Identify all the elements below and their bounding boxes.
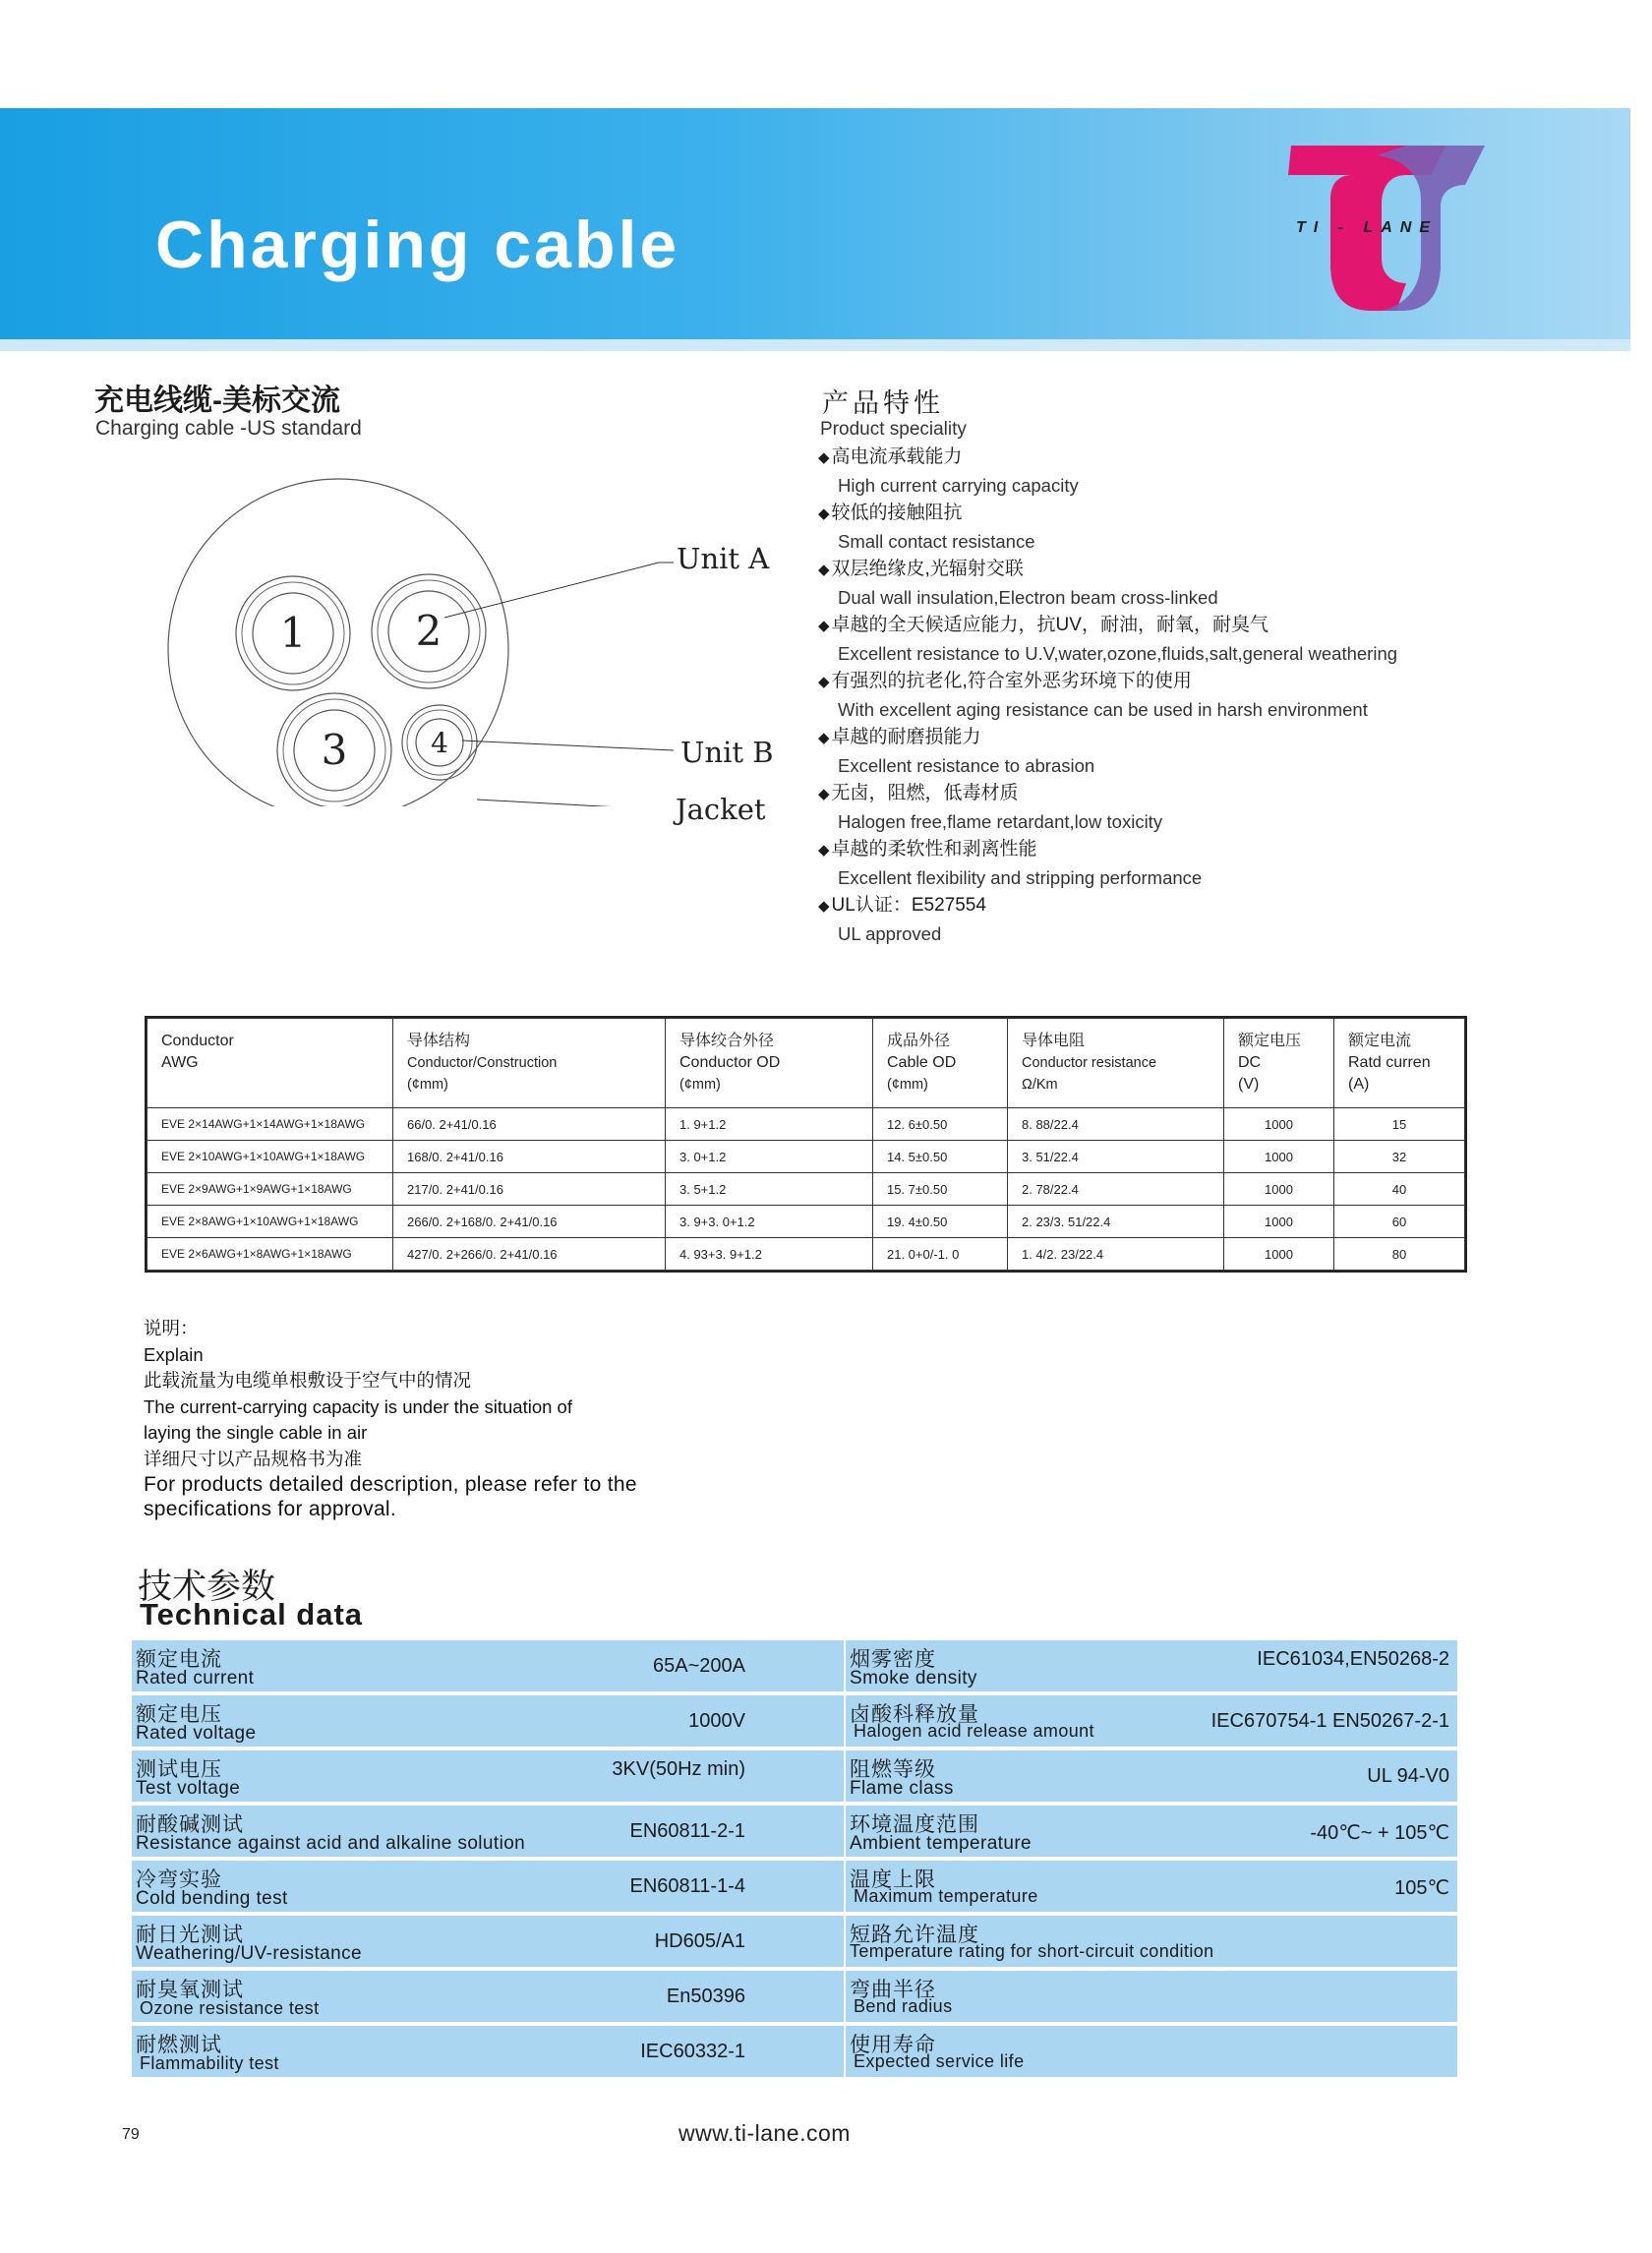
explain-line: 说明： <box>144 1318 199 1338</box>
feature-cn: ◆ 较低的接触阻抗 <box>818 503 963 523</box>
feature-cn: ◆ 双层绝缘皮,光辐射交联 <box>818 559 1024 579</box>
tech-cell-left: 测试电压 Test voltage 3KV(50Hz min) <box>136 1758 745 1799</box>
header-cell: 额定电流 Ratd curren (A) <box>1334 1019 1465 1108</box>
table-cell: 1000 <box>1224 1108 1334 1141</box>
tech-cell-right: 短路允许温度 Temperature rating for short-circuit condition <box>850 1924 1214 1961</box>
table-cell: 15 <box>1334 1108 1465 1141</box>
feature-en: UL approved <box>838 923 942 944</box>
feature-cn: ◆ 无卤，阻燃，低毒材质 <box>818 783 1019 803</box>
feature-en: With excellent aging resistance can be used in harsh environment <box>838 699 1368 720</box>
header-cell: Conductor AWG <box>148 1019 393 1108</box>
feature-en: Excellent resistance to U.V,water,ozone,fluids,salt,general weathering <box>838 643 1398 664</box>
tech-cell-right: 阻燃等级 Flame class UL 94-V0 <box>850 1758 1449 1799</box>
diamond-bullet-icon: ◆ <box>818 562 830 578</box>
tech-row <box>132 1971 1457 2022</box>
table-cell: EVE 2×9AWG+1×9AWG+1×18AWG <box>148 1173 393 1206</box>
tech-cell-left: 耐臭氧测试 Ozone resistance test En50396 <box>136 1979 745 2018</box>
diamond-bullet-icon: ◆ <box>818 674 830 690</box>
tech-cell-right: 环境温度范围 Ambient temperature -40℃~ + 105℃ <box>850 1813 1449 1854</box>
tech-row <box>132 1695 1457 1747</box>
leader-unit-a <box>444 563 659 618</box>
tech-cell-left: 耐燃测试 Flammability test IEC60332-1 <box>136 2034 745 2073</box>
header-cell: 导体电阻 Conductor resistance Ω/Km <box>1008 1019 1224 1108</box>
header-banner-edge <box>0 339 1630 351</box>
table-cell: 3. 51/22.4 <box>1008 1141 1224 1173</box>
table-cell: 3. 9+3. 0+1.2 <box>666 1206 873 1238</box>
diamond-bullet-icon: ◆ <box>818 730 830 746</box>
explain-line: The current-carrying capacity is under the situation of <box>144 1395 572 1417</box>
table-cell: 2. 78/22.4 <box>1008 1173 1224 1206</box>
table-cell: 80 <box>1334 1238 1465 1271</box>
table-cell: 3. 5+1.2 <box>666 1173 873 1206</box>
diamond-bullet-icon: ◆ <box>818 898 830 915</box>
technical-title-cn: 技术参数 <box>138 1568 276 1606</box>
core-4 <box>402 705 477 780</box>
product-title-en: Charging cable -US standard <box>95 417 362 440</box>
feature-cn: ◆ 高电流承载能力 <box>818 446 963 467</box>
brand-text: TI - LANE <box>1296 219 1438 236</box>
table-row <box>148 1206 1465 1238</box>
diamond-bullet-icon: ◆ <box>818 449 830 466</box>
table-cell: 1. 4/2. 23/22.4 <box>1008 1238 1224 1271</box>
core-label-4: 4 <box>431 727 448 759</box>
tech-row <box>132 1861 1457 1912</box>
feature-en: Excellent flexibility and stripping performance <box>838 867 1203 888</box>
label-jacket: Jacket <box>676 793 766 826</box>
tech-row <box>132 2026 1457 2077</box>
core-3 <box>277 693 391 806</box>
leader-unit-b <box>462 741 674 750</box>
tech-cell-right: 卤酸科释放量 Halogen acid release amount IEC670754-1 EN50267-2-1 <box>850 1703 1449 1741</box>
table-cell: EVE 2×6AWG+1×8AWG+1×18AWG <box>148 1238 393 1271</box>
technical-title-en: Technical data <box>140 1597 364 1631</box>
explain-line: 详细尺寸以产品规格书为准 <box>144 1448 363 1469</box>
table-cell: EVE 2×14AWG+1×14AWG+1×18AWG <box>148 1108 393 1141</box>
feature-en: Halogen free,flame retardant,low toxicity <box>838 811 1163 832</box>
feature-en: Dual wall insulation,Electron beam cross-linked <box>838 587 1218 608</box>
product-title-cn: 充电线缆-美标交流 <box>94 385 340 417</box>
technical-data-table <box>132 1640 1457 2081</box>
diamond-bullet-icon: ◆ <box>818 842 830 859</box>
table-cell: 4. 93+3. 9+1.2 <box>666 1238 873 1271</box>
table-cell: 3. 0+1.2 <box>666 1141 873 1173</box>
table-cell: 12. 6±0.50 <box>873 1108 1008 1141</box>
explain-line: laying the single cable in air <box>144 1422 368 1443</box>
spec-header-row <box>148 1019 1465 1108</box>
tech-row <box>132 1916 1457 1967</box>
table-cell: 32 <box>1334 1141 1465 1173</box>
table-cell: 14. 5±0.50 <box>873 1141 1008 1173</box>
table-row <box>148 1108 1465 1141</box>
table-row <box>148 1238 1465 1271</box>
table-row <box>148 1173 1465 1206</box>
feature-cn: ◆ 有强烈的抗老化,符合室外恶劣环境下的使用 <box>818 671 1192 691</box>
table-cell: 1000 <box>1224 1238 1334 1271</box>
tech-cell-right: 使用寿命 Expected service life <box>850 2034 1025 2071</box>
table-cell: 2. 23/3. 51/22.4 <box>1008 1206 1224 1238</box>
table-cell: 1. 9+1.2 <box>666 1108 873 1141</box>
explain-notes <box>144 1316 753 1521</box>
core-1 <box>236 576 350 690</box>
tech-cell-right: 弯曲半径 Bend radius <box>850 1979 953 2016</box>
table-cell: 217/0. 2+41/0.16 <box>393 1173 666 1206</box>
diamond-bullet-icon: ◆ <box>818 505 830 522</box>
header-cell: 导体绞合外径 Conductor OD (¢mm) <box>666 1019 873 1108</box>
table-cell: 168/0. 2+41/0.16 <box>393 1141 666 1173</box>
table-cell: 66/0. 2+41/0.16 <box>393 1108 666 1141</box>
header-cell: 成品外径 Cable OD (¢mm) <box>873 1019 1008 1108</box>
cable-cross-section-diagram <box>138 462 826 806</box>
header-cell: 导体结构 Conductor/Construction (¢mm) <box>393 1019 666 1108</box>
feature-cn: ◆ 卓越的柔软性和剥离性能 <box>818 839 1037 860</box>
label-unit-b: Unit B <box>680 736 774 769</box>
tech-cell-right: 烟雾密度 Smoke density IEC61034,EN50268-2 <box>850 1648 1449 1689</box>
table-cell: 1000 <box>1224 1206 1334 1238</box>
explain-line: For products detailed description, please refer to the <box>144 1473 637 1496</box>
tech-cell-left: 冷弯实验 Cold bending test EN60811-1-4 <box>136 1868 745 1909</box>
tech-row <box>132 1750 1457 1802</box>
speciality-title-en: Product speciality <box>820 419 967 440</box>
feature-en: High current carrying capacity <box>838 475 1079 496</box>
feature-cn: ◆ 卓越的耐磨损能力 <box>818 727 981 747</box>
diamond-bullet-icon: ◆ <box>818 786 830 802</box>
feature-en: Excellent resistance to abrasion <box>838 755 1095 776</box>
feature-list <box>818 444 1526 948</box>
table-cell: EVE 2×8AWG+1×10AWG+1×18AWG <box>148 1206 393 1238</box>
explain-line: Explain <box>144 1343 204 1365</box>
feature-cn: ◆ UL认证：E527554 <box>818 895 986 916</box>
tech-cell-left: 额定电流 Rated current 65A~200A <box>136 1648 745 1689</box>
table-cell: 427/0. 2+266/0. 2+41/0.16 <box>393 1238 666 1271</box>
feature-en: Small contact resistance <box>838 531 1035 552</box>
spec-table <box>145 1016 1467 1273</box>
header-cell: 额定电压 DC (V) <box>1224 1019 1334 1108</box>
table-cell: 1000 <box>1224 1173 1334 1206</box>
tech-row <box>132 1806 1457 1857</box>
table-row <box>148 1141 1465 1173</box>
leader-jacket <box>477 800 674 806</box>
table-cell: 1000 <box>1224 1141 1334 1173</box>
core-label-3: 3 <box>321 726 348 774</box>
explain-line: specifications for approval. <box>144 1498 397 1520</box>
explain-line: 此载流量为电缆单根敷设于空气中的情况 <box>144 1370 472 1391</box>
table-cell: 266/0. 2+168/0. 2+41/0.16 <box>393 1206 666 1238</box>
table-cell: 19. 4±0.50 <box>873 1206 1008 1238</box>
table-cell: 21. 0+0/-1. 0 <box>873 1238 1008 1271</box>
table-cell: EVE 2×10AWG+1×10AWG+1×18AWG <box>148 1141 393 1173</box>
page-title: Charging cable <box>155 208 680 282</box>
diamond-bullet-icon: ◆ <box>818 618 830 634</box>
tech-cell-left: 额定电压 Rated voltage 1000V <box>136 1703 745 1744</box>
table-cell: 40 <box>1334 1173 1465 1206</box>
core-label-2: 2 <box>415 607 442 655</box>
core-2 <box>372 574 486 688</box>
website-url: www.ti-lane.com <box>678 2120 851 2146</box>
table-cell: 15. 7±0.50 <box>873 1173 1008 1206</box>
tech-cell-left: 耐日光测试 Weathering/UV-resistance HD605/A1 <box>136 1924 745 1964</box>
core-label-1: 1 <box>279 609 307 657</box>
table-cell: 60 <box>1334 1206 1465 1238</box>
feature-cn: ◆ 卓越的全天候适应能力，抗UV，耐油，耐氧，耐臭气 <box>818 615 1268 635</box>
tech-row <box>132 1640 1457 1691</box>
label-unit-a: Unit A <box>677 542 770 575</box>
table-cell: 8. 88/22.4 <box>1008 1108 1224 1141</box>
page-number: 79 <box>122 2126 140 2143</box>
tech-cell-left: 耐酸碱测试 Resistance against acid and alkaline solution EN60811-2-1 <box>136 1813 745 1854</box>
tech-cell-right: 温度上限 Maximum temperature 105℃ <box>850 1868 1449 1906</box>
speciality-title-cn: 产品特性 <box>822 388 944 418</box>
